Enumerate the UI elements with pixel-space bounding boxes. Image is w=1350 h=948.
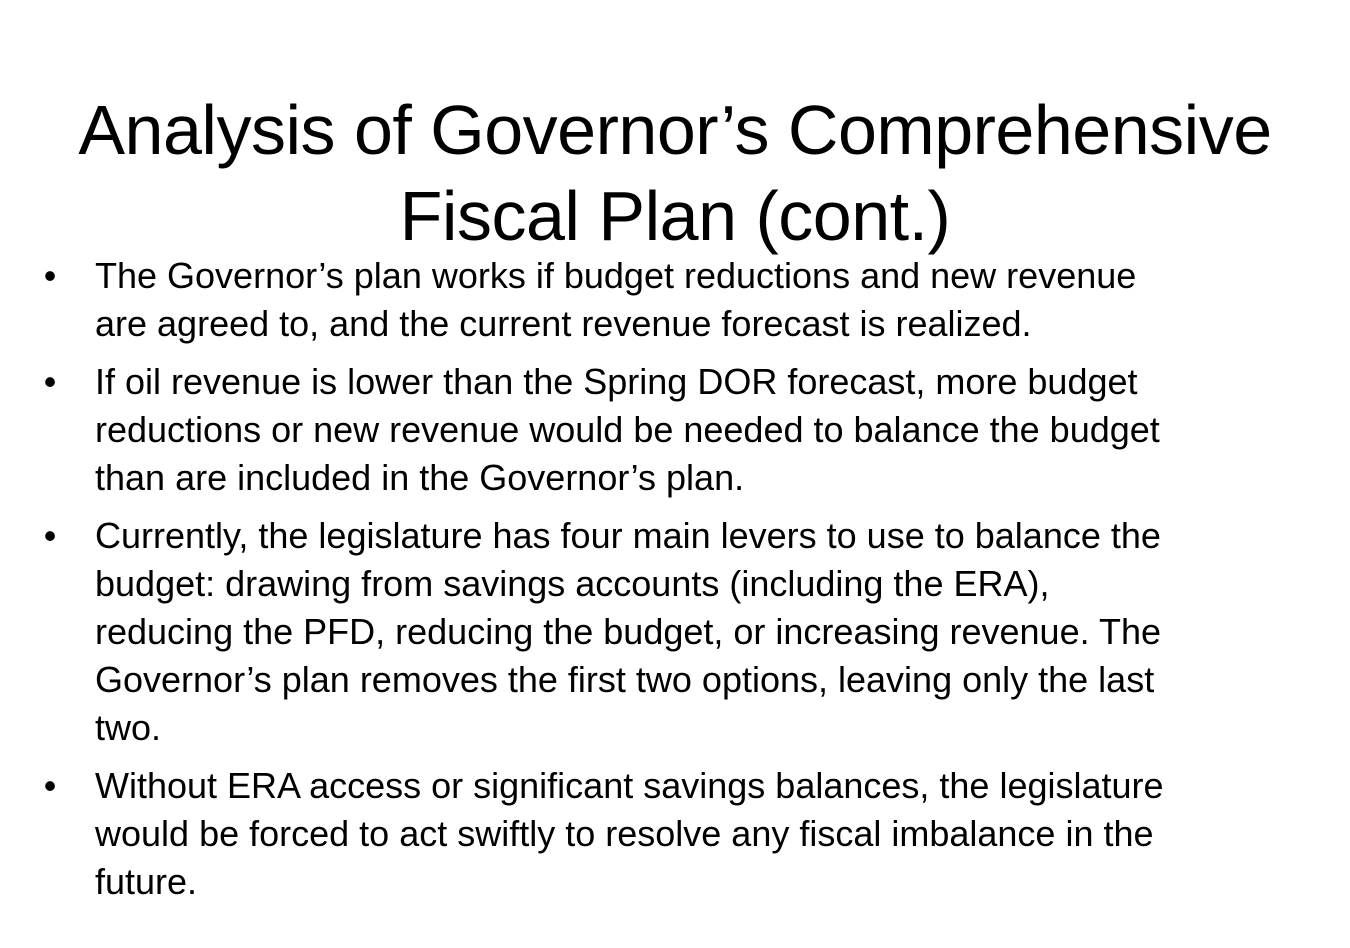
bullet-item (40, 358, 1315, 502)
bullet-line: than are included in the Governor’s plan. (95, 457, 745, 498)
bullet-line: reductions or new revenue would be needed to balance the budget (95, 409, 1160, 450)
bullet-dot-icon: • (43, 361, 57, 402)
bullet-item (40, 252, 1315, 348)
bullet-line: Without ERA access or significant savings balances, the legislature (95, 765, 1164, 806)
slide-title (20, 87, 1330, 259)
bullet-line: budget: drawing from savings accounts (including the ERA), (95, 563, 1050, 604)
bullet-line: reducing the PFD, reducing the budget, or increasing revenue. The (95, 611, 1161, 652)
bullet-line: two. (95, 707, 162, 748)
bullet-line: The Governor’s plan works if budget reductions and new revenue (95, 255, 1137, 296)
bullet-line: are agreed to, and the current revenue forecast is realized. (95, 303, 1032, 344)
bullet-line: Governor’s plan removes the first two options, leaving only the last (95, 659, 1155, 700)
bullet-line: If oil revenue is lower than the Spring DOR forecast, more budget (95, 361, 1138, 402)
bullet-line: Currently, the legislature has four main levers to use to balance the (95, 515, 1161, 556)
bullet-line: future. (95, 861, 198, 902)
slide-title-line: Analysis of Governor’s Comprehensive (78, 90, 1272, 169)
slide-title-line: Fiscal Plan (cont.) (399, 176, 951, 255)
bullet-dot-icon: • (43, 255, 57, 296)
bullet-list (40, 252, 1315, 916)
bullet-dot-icon: • (43, 515, 57, 556)
bullet-dot-icon: • (43, 765, 57, 806)
bullet-line: would be forced to act swiftly to resolve any fiscal imbalance in the (95, 813, 1154, 854)
bullet-item (40, 762, 1315, 906)
bullet-item (40, 512, 1315, 752)
